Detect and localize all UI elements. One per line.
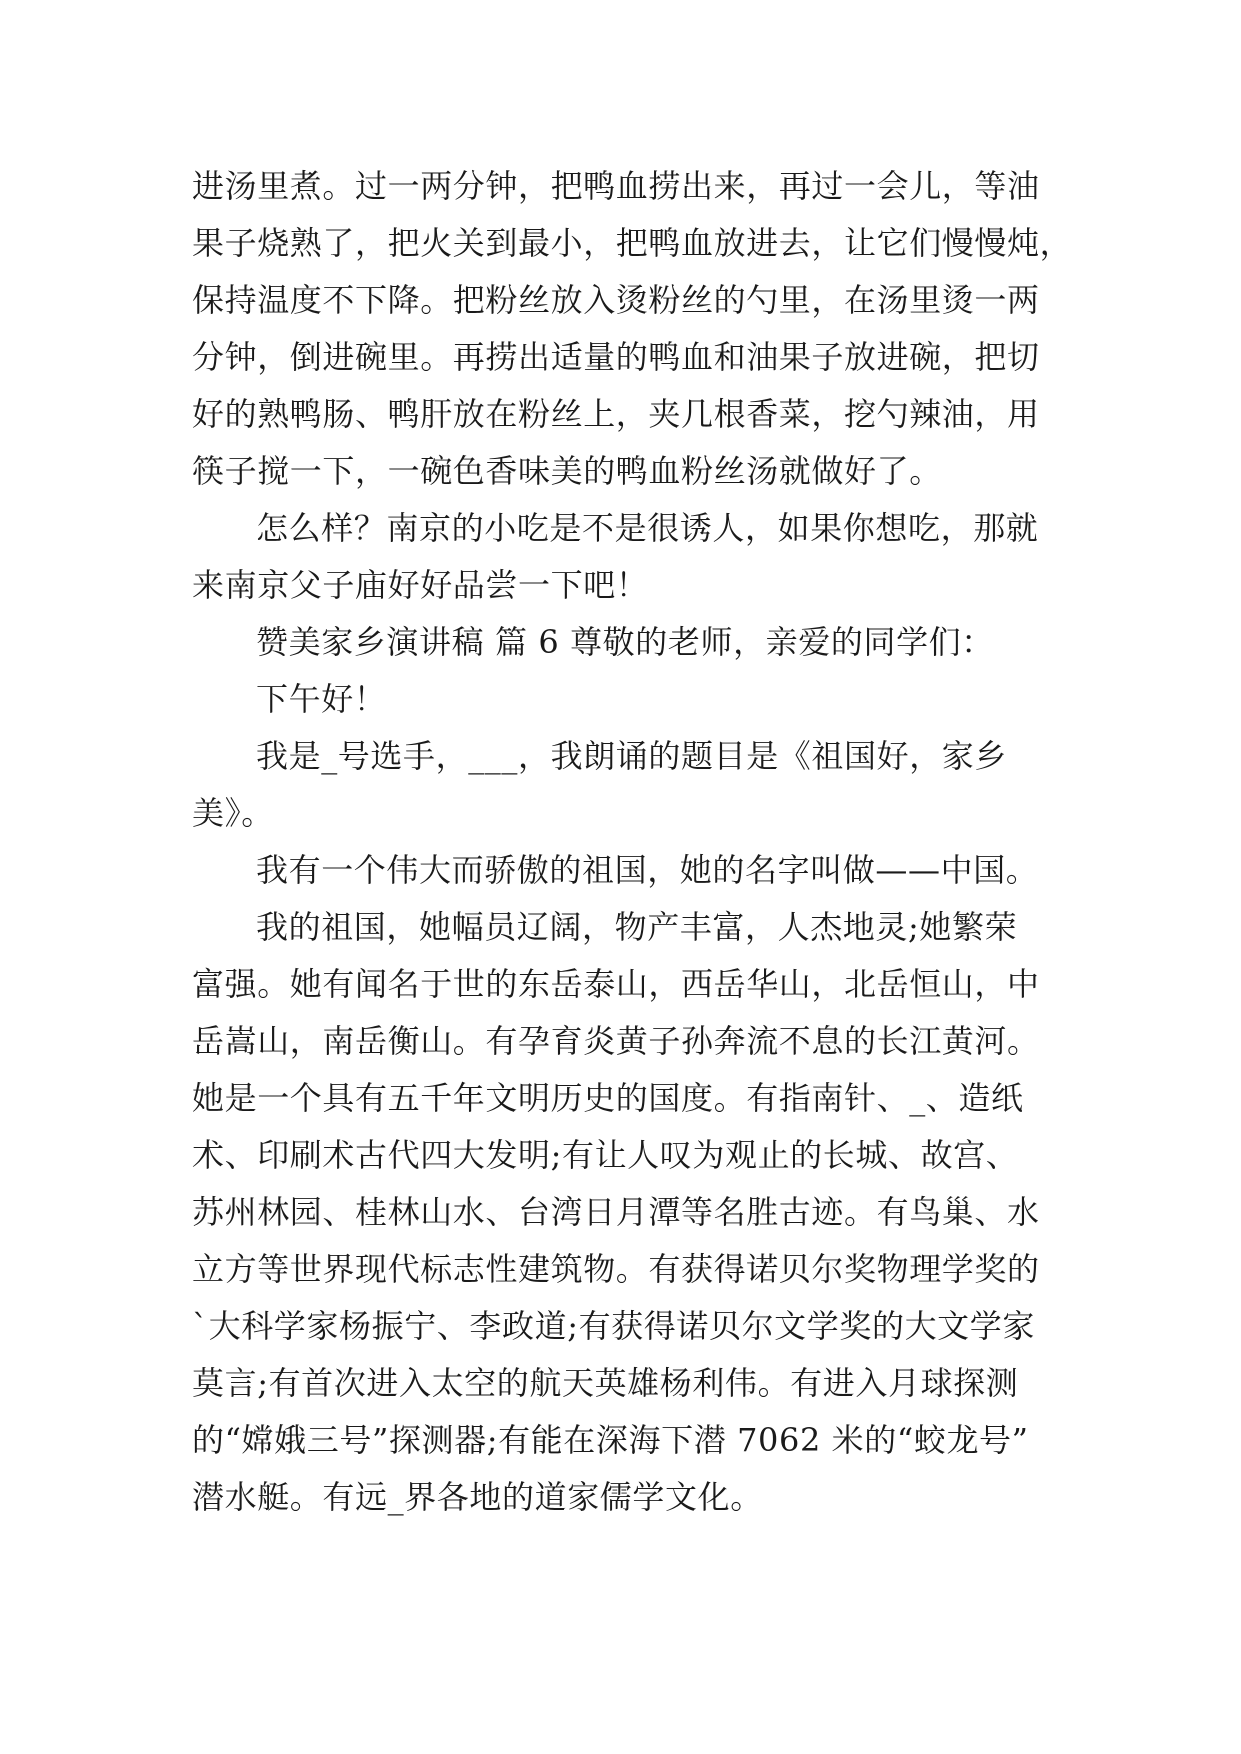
text-line-18: 术、印刷术古代四大发明;有让人叹为观止的长城、故宫、 (192, 1136, 1019, 1174)
section-heading-line: 赞美家乡演讲稿 篇 6 尊敬的老师，亲爱的同学们： (256, 623, 994, 661)
text-line-8: 来南京父子庙好好品尝一下吧！ (192, 566, 649, 604)
text-line-22: 莫言;有首次进入太空的航天英雄杨利伟。有进入月球探测 (192, 1364, 1019, 1402)
text-line-23: 的“嫦娥三号”探测器;有能在深海下潜 7062 米的“蛟龙号” (192, 1421, 1029, 1459)
text-line-14: 我的祖国，她幅员辽阔，物产丰富，人杰地灵;她繁荣 (256, 908, 1018, 946)
text-line-20: 立方等世界现代标志性建筑物。有获得诺贝尔奖物理学奖的 (192, 1250, 1040, 1288)
text-line-4: 分钟，倒进碗里。再捞出适量的鸭血和油果子放进碗，把切 (192, 338, 1040, 376)
text-line-13: 我有一个伟大而骄傲的祖国，她的名字叫做——中国。 (256, 851, 1039, 889)
text-line-1: 进汤里煮。过一两分钟，把鸭血捞出来，再过一会儿，等油 (192, 167, 1040, 205)
text-line-17: 她是一个具有五千年文明历史的国度。有指南针、_、造纸 (192, 1079, 1024, 1117)
text-line-6: 筷子搅一下，一碗色香味美的鸭血粉丝汤就做好了。 (192, 452, 942, 490)
text-line-21: `大科学家杨振宁、李政道;有获得诺贝尔文学奖的大文学家 (192, 1307, 1035, 1345)
text-line-24: 潜水艇。有远_界各地的道家儒学文化。 (192, 1478, 763, 1516)
text-line-2: 果子烧熟了，把火关到最小，把鸭血放进去，让它们慢慢炖， (192, 224, 1073, 262)
text-line-11: 我是_号选手，___，我朗诵的题目是《祖国好，家乡 (256, 737, 1008, 775)
body-text (192, 158, 1073, 1526)
text-line-15: 富强。她有闻名于世的东岳泰山，西岳华山，北岳恒山，中 (192, 965, 1040, 1003)
greeting-line: 下午好！ (256, 680, 387, 718)
text-line-16: 岳嵩山，南岳衡山。有孕育炎黄子孙奔流不息的长江黄河。 (192, 1022, 1040, 1060)
text-line-12: 美》。 (192, 794, 274, 832)
text-line-5: 好的熟鸭肠、鸭肝放在粉丝上，夹几根香菜，挖勺辣油，用 (192, 395, 1040, 433)
text-line-7: 怎么样？南京的小吃是不是很诱人，如果你想吃，那就 (256, 509, 1039, 547)
text-line-19: 苏州林园、桂林山水、台湾日月潭等名胜古迹。有鸟巢、水 (192, 1193, 1040, 1231)
text-line-3: 保持温度不下降。把粉丝放入烫粉丝的勺里，在汤里烫一两 (192, 281, 1040, 319)
